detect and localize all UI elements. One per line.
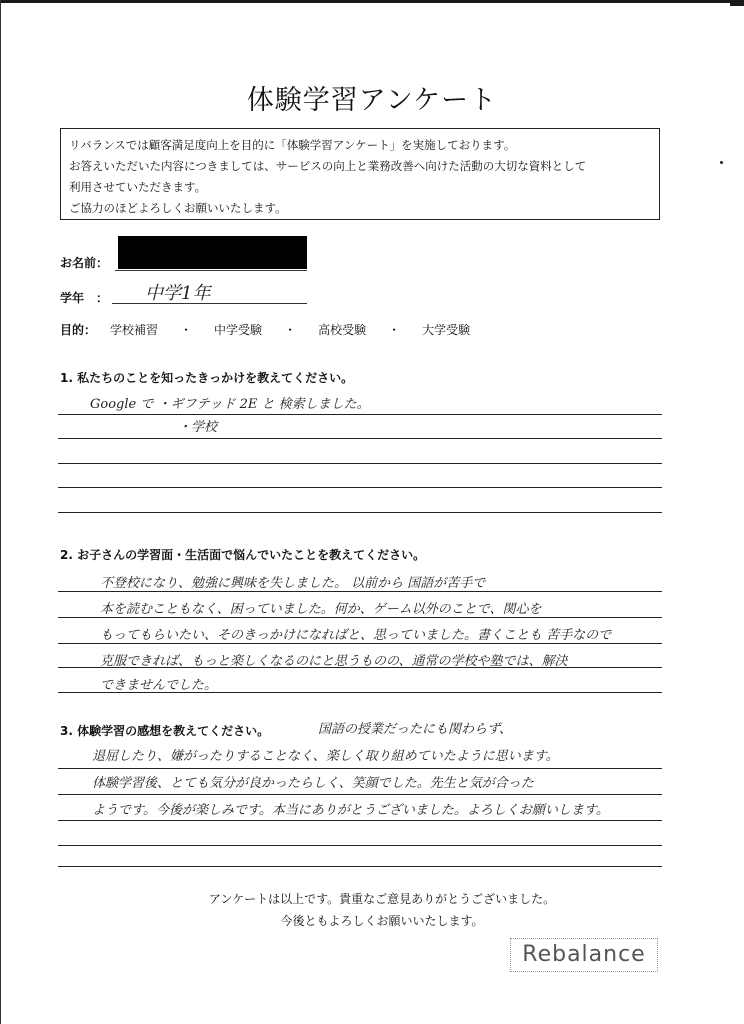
purpose-label: 目的： xyxy=(60,323,97,337)
answer-rule xyxy=(58,617,662,618)
scan-edge-top xyxy=(0,0,744,3)
purpose-separator: ・ xyxy=(388,323,401,337)
answer-rule xyxy=(58,768,662,769)
question-2-answer-line: 克服できれば、もっと楽しくなるのにと思うものの、通常の学校や塾では、解決 xyxy=(100,654,568,669)
question-3-answer-line: 体験学習後、とても気分が良かったらしく、笑顔でした。先生と気が合った xyxy=(92,776,534,791)
answer-rule xyxy=(58,866,662,867)
answer-rule xyxy=(58,643,662,644)
question-3-title-continuation: 国語の授業だったにも関わらず、 xyxy=(318,722,512,737)
question-1-answer-line: ・学校 xyxy=(178,420,218,435)
purpose-option-junior-high-exam: 中学受験 xyxy=(214,323,263,337)
question-3-answer-line: ようです。今後が楽しみです。本当にありがとうございました。よろしくお願いします。 xyxy=(92,803,609,818)
answer-rule xyxy=(58,794,662,795)
scan-edge-corner xyxy=(730,0,744,6)
page-title: 体験学習アンケート xyxy=(246,85,498,117)
question-2-title: 2. お子さんの学習面・生活面で悩んでいたことを教えてください。 xyxy=(60,548,426,562)
answer-rule xyxy=(58,591,662,592)
answer-rule xyxy=(58,463,662,464)
grade-value: 中学1年 xyxy=(145,283,211,304)
answer-rule xyxy=(58,487,662,488)
question-2-answer-line: 不登校になり、勉強に興味を失しました。 以前から 国語が苦手で xyxy=(100,576,486,591)
purpose-separator: ・ xyxy=(180,323,193,337)
grade-label: 学年 ： xyxy=(60,291,109,305)
notice-line: お答えいただいた内容につきましては、サービスの向上と業務改善へ向けた活動の大切な資料として xyxy=(69,159,587,173)
question-3-answer-line: 退屈したり、嫌がったりすることなく、楽しく取り組めていたように思います。 xyxy=(92,749,559,764)
scan-edge-left xyxy=(0,0,1,1024)
answer-rule xyxy=(58,667,662,668)
question-1-title: 1. 私たちのことを知ったきっかけを教えてください。 xyxy=(60,371,354,385)
question-1-answer-line: Google で ・ギフテッド 2E と 検索しました。 xyxy=(90,397,370,412)
purpose-option-school-tutoring: 学校補習 xyxy=(110,323,159,337)
notice-line: ご協力のほどよろしくお願いいたします。 xyxy=(69,201,287,215)
purpose-row xyxy=(60,321,470,338)
purpose-option-university-exam: 大学受験 xyxy=(422,323,471,337)
footer-closing: 今後ともよろしくお願いいたします。 xyxy=(280,914,484,928)
notice-box xyxy=(60,128,660,220)
name-redaction xyxy=(118,236,307,269)
answer-rule xyxy=(58,512,662,513)
purpose-option-high-school-exam: 高校受験 xyxy=(318,323,367,337)
answer-rule xyxy=(58,845,662,846)
question-2-answer-line: できませんでした。 xyxy=(100,678,218,693)
notice-line: 利用させていただきます。 xyxy=(69,180,207,194)
question-3-title: 3. 体験学習の感想を教えてください。 xyxy=(60,724,270,738)
name-label: お名前： xyxy=(60,256,109,270)
rebalance-logo: Rebalance xyxy=(510,938,658,972)
scan-speck xyxy=(720,161,723,164)
answer-rule xyxy=(58,414,662,415)
answer-rule xyxy=(58,438,662,439)
answer-rule xyxy=(58,692,662,693)
footer-thanks: アンケートは以上です。貴重なご意見ありがとうございました。 xyxy=(208,892,556,906)
notice-line: リバランスでは顧客満足度向上を目的に「体験学習アンケート」を実施しております。 xyxy=(69,138,516,152)
answer-rule xyxy=(58,820,662,821)
question-2-answer-line: もってもらいたい、そのきっかけになればと、思っていました。書くことも 苦手なので xyxy=(100,628,612,643)
question-2-answer-line: 本を読むこともなく、困っていました。何か、ゲーム以外のことで、関心を xyxy=(100,602,542,617)
name-underline xyxy=(115,270,307,271)
purpose-separator: ・ xyxy=(284,323,297,337)
